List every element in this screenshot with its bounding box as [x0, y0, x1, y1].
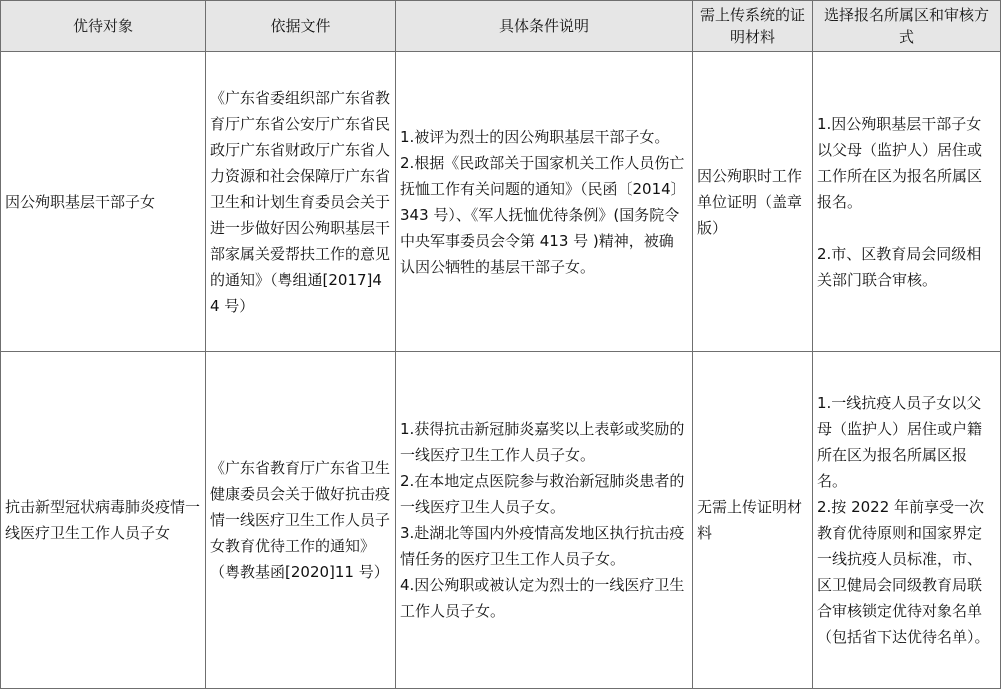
header-target: 优待对象	[1, 1, 206, 52]
cell-target: 因公殉职基层干部子女	[1, 52, 206, 352]
cell-document: 《广东省教育厅广东省卫生健康委员会关于做好抗击疫情一线医疗卫生工作人员子女教育优待工作的通知》（粤教基函[2020]11 号）	[206, 352, 396, 689]
cell-conditions	[396, 52, 693, 352]
method-item: 1.因公殉职基层干部子女以父母（监护人）居住或工作所在区为报名所属区报名。	[817, 114, 983, 211]
header-document: 依据文件	[206, 1, 396, 52]
cell-method	[813, 52, 1001, 352]
condition-item: 3.赴湖北等国内外疫情高发地区执行抗击疫情任务的医疗卫生工作人员子女。	[400, 524, 685, 568]
condition-item: 2.在本地定点医院参与救治新冠肺炎患者的一线医疗卫生人员子女。	[400, 472, 685, 516]
cell-target: 抗击新型冠状病毒肺炎疫情一线医疗卫生工作人员子女	[1, 352, 206, 689]
method-item: 2.按 2022 年前享受一次教育优待原则和国家界定一线抗疫人员标准，市、区卫健局会同级教育局联合审核锁定优待对象名单（包括省下达优待名单）。	[817, 498, 990, 646]
cell-conditions	[396, 352, 693, 689]
condition-item: 4.因公殉职或被认定为烈士的一线医疗卫生工作人员子女。	[400, 576, 685, 620]
condition-item: 2.根据《民政部关于国家机关工作人员伤亡抚恤工作有关问题的通知》（民函〔2014〕343 号）、《军人抚恤优待条例》(国务院令中央军事委员会令第 413 号 )精神，被确认因公牺牲的基层干部子女。	[400, 153, 686, 276]
cell-materials: 因公殉职时工作单位证明（盖章版）	[693, 52, 813, 352]
header-method: 选择报名所属区和审核方式	[813, 1, 1001, 52]
cell-materials: 无需上传证明材料	[693, 352, 813, 689]
cell-method	[813, 352, 1001, 689]
header-row	[1, 1, 1001, 52]
table-row	[1, 352, 1001, 689]
header-conditions: 具体条件说明	[396, 1, 693, 52]
method-item: 2.市、区教育局会同级相关部门联合审核。	[817, 244, 982, 289]
cell-document: 《广东省委组织部广东省教育厅广东省公安厅广东省民政厅广东省财政厅广东省人力资源和社会保障厅广东省卫生和计划生育委员会关于进一步做好因公殉职基层干部家属关爱帮扶工作的意见的通知》（粤组通[2017]44 号）	[206, 52, 396, 352]
spacer	[817, 215, 996, 241]
method-item: 1.一线抗疫人员子女以父母（监护人）居住或户籍所在区为报名所属区报名。	[817, 394, 983, 490]
condition-item: 1.获得抗击新冠肺炎嘉奖以上表彰或奖励的一线医疗卫生工作人员子女。	[400, 420, 685, 464]
header-materials: 需上传系统的证明材料	[693, 1, 813, 52]
table-row	[1, 52, 1001, 352]
condition-item: 1.被评为烈士的因公殉职基层干部子女。	[400, 127, 670, 146]
